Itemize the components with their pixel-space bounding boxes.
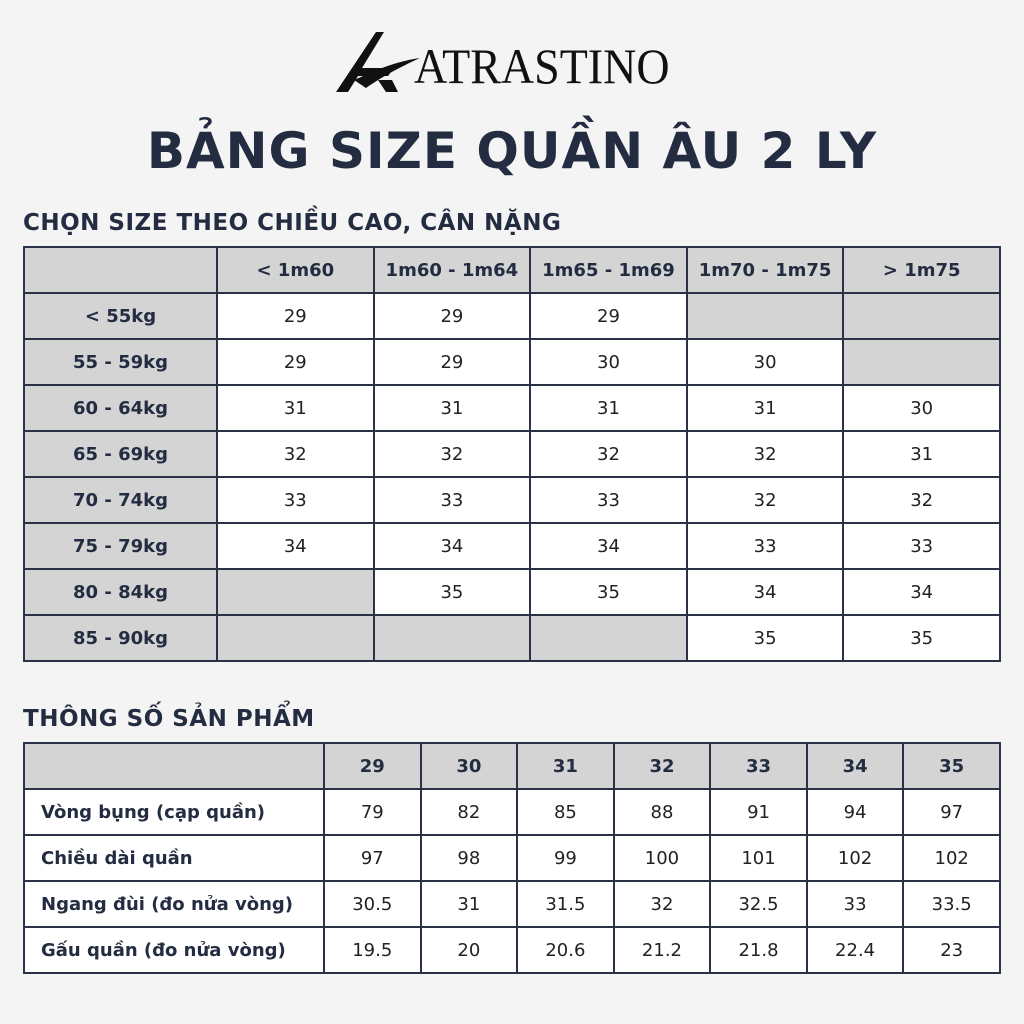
size-header: 30 [421,743,518,789]
table-row [24,615,1000,661]
size-cell: 31 [217,385,374,431]
table-row [24,569,1000,615]
spec-table [23,742,1001,974]
size-chart-title: CHỌN SIZE THEO CHIỀU CAO, CÂN NẶNG [23,210,562,236]
spec-value: 94 [807,789,904,835]
spec-label: Chiều dài quần [24,835,324,881]
size-cell: 35 [843,615,1000,661]
size-cell: 30 [530,339,687,385]
spec-value: 22.4 [807,927,904,973]
table-row [24,835,1000,881]
spec-value: 88 [614,789,711,835]
table-row [24,477,1000,523]
spec-label: Gấu quần (đo nửa vòng) [24,927,324,973]
size-cell: 31 [843,431,1000,477]
size-cell: 30 [843,385,1000,431]
size-cell: 34 [687,569,844,615]
spec-value: 79 [324,789,421,835]
spec-value: 20.6 [517,927,614,973]
size-cell: 35 [530,569,687,615]
size-cell: 34 [374,523,531,569]
weight-label: 80 - 84kg [24,569,217,615]
spec-value: 21.2 [614,927,711,973]
spec-value: 31 [421,881,518,927]
size-cell: 35 [687,615,844,661]
size-cell: 29 [217,339,374,385]
table-row [24,431,1000,477]
table-row [24,881,1000,927]
spec-value: 32.5 [710,881,807,927]
spec-value: 82 [421,789,518,835]
size-cell: 35 [374,569,531,615]
size-header: 35 [903,743,1000,789]
spec-value: 101 [710,835,807,881]
spec-value: 21.8 [710,927,807,973]
empty-cell [843,339,1000,385]
size-header: 32 [614,743,711,789]
size-cell: 34 [217,523,374,569]
weight-label: 75 - 79kg [24,523,217,569]
spec-value: 85 [517,789,614,835]
spec-value: 32 [614,881,711,927]
page-title: BẢNG SIZE QUẦN ÂU 2 LY [146,122,878,180]
size-cell: 31 [687,385,844,431]
spec-label: Ngang đùi (đo nửa vòng) [24,881,324,927]
size-cell: 33 [374,477,531,523]
height-header: 1m70 - 1m75 [687,247,844,293]
spec-value: 33.5 [903,881,1000,927]
spec-table-title: THÔNG SỐ SẢN PHẨM [23,706,315,732]
spec-value: 100 [614,835,711,881]
size-cell: 31 [374,385,531,431]
weight-label: 65 - 69kg [24,431,217,477]
height-header: < 1m60 [217,247,374,293]
corner-cell [24,743,324,789]
size-header: 31 [517,743,614,789]
table-row [24,385,1000,431]
size-cell: 33 [843,523,1000,569]
table-row [24,339,1000,385]
empty-cell [687,293,844,339]
size-cell: 32 [374,431,531,477]
spec-label: Vòng bụng (cạp quần) [24,789,324,835]
weight-label: 55 - 59kg [24,339,217,385]
empty-cell [217,569,374,615]
height-header: > 1m75 [843,247,1000,293]
spec-value: 98 [421,835,518,881]
size-cell: 32 [843,477,1000,523]
weight-label: < 55kg [24,293,217,339]
size-cell: 34 [530,523,687,569]
table-row [24,927,1000,973]
spec-value: 102 [807,835,904,881]
spec-value: 99 [517,835,614,881]
spec-value: 97 [903,789,1000,835]
height-header: 1m60 - 1m64 [374,247,531,293]
corner-cell [24,247,217,293]
spec-value: 23 [903,927,1000,973]
empty-cell [530,615,687,661]
size-cell: 32 [217,431,374,477]
size-cell: 32 [687,431,844,477]
spec-value: 91 [710,789,807,835]
size-cell: 33 [687,523,844,569]
size-cell: 29 [530,293,687,339]
spec-value: 20 [421,927,518,973]
size-header: 29 [324,743,421,789]
brand-name: ATRASTINO [414,38,670,94]
size-cell: 33 [217,477,374,523]
table-row [24,523,1000,569]
atrastino-logo-icon [332,28,424,98]
height-header: 1m65 - 1m69 [530,247,687,293]
size-header: 33 [710,743,807,789]
size-cell: 29 [374,293,531,339]
size-cell: 34 [843,569,1000,615]
spec-value: 19.5 [324,927,421,973]
spec-header-row [24,743,1000,789]
spec-value: 33 [807,881,904,927]
size-cell: 32 [530,431,687,477]
weight-label: 70 - 74kg [24,477,217,523]
spec-value: 97 [324,835,421,881]
spec-value: 102 [903,835,1000,881]
spec-value: 31.5 [517,881,614,927]
empty-cell [217,615,374,661]
size-cell: 29 [374,339,531,385]
size-cell: 30 [687,339,844,385]
size-cell: 32 [687,477,844,523]
empty-cell [374,615,531,661]
brand-header [0,28,1024,98]
size-cell: 31 [530,385,687,431]
spec-value: 30.5 [324,881,421,927]
size-cell: 33 [530,477,687,523]
table-row [24,789,1000,835]
size-header: 34 [807,743,904,789]
weight-label: 60 - 64kg [24,385,217,431]
size-chart-header-row [24,247,1000,293]
size-chart-table [23,246,1001,662]
empty-cell [843,293,1000,339]
table-row [24,293,1000,339]
weight-label: 85 - 90kg [24,615,217,661]
size-cell: 29 [217,293,374,339]
